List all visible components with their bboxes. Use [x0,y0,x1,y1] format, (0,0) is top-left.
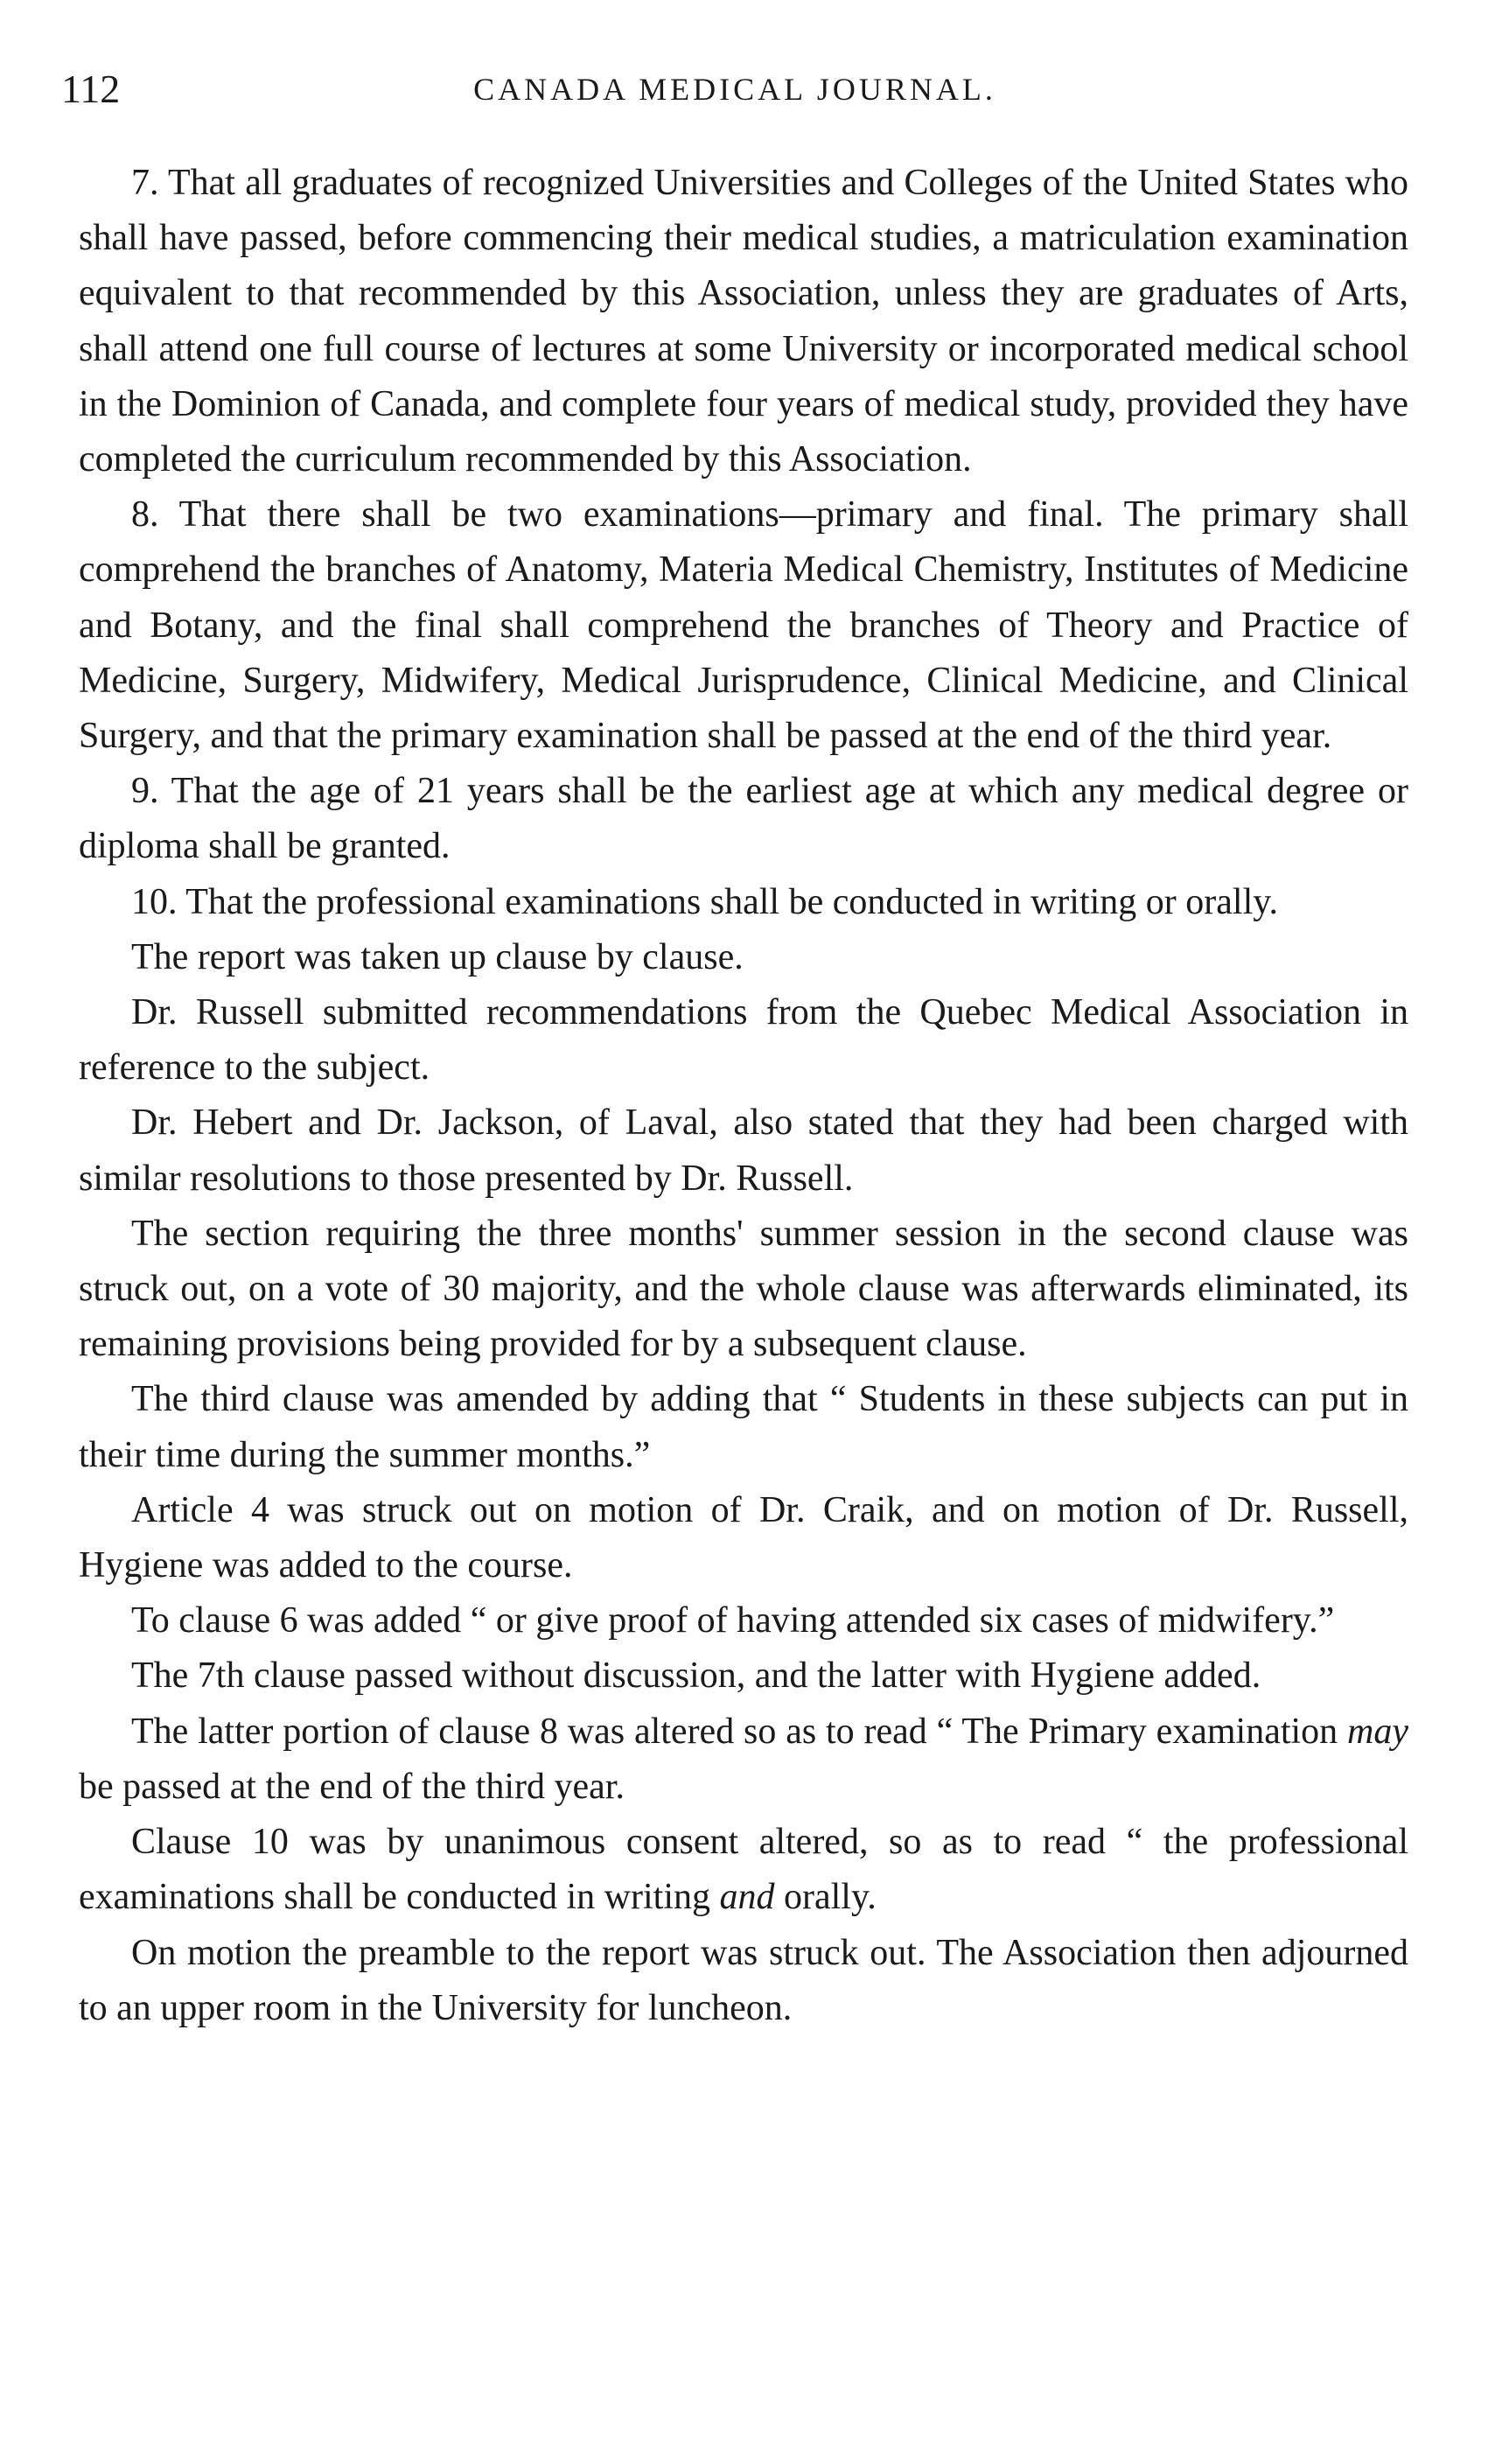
paragraph-hebert-jackson: Dr. Hebert and Dr. Jackson, of Laval, also stated that they had been charged with similar resolutions to those presented by Dr. Russell. [79,1102,1408,1199]
paragraph-adjournment: On motion the preamble to the report was struck out. The Association then adjourned to an upper room in the University for luncheon. [79,1932,1408,2028]
paragraph-7th-clause: The 7th clause passed without discussion, and the latter with Hygiene added. [131,1656,1261,1697]
paragraph-clause-6: To clause 6 was added “ or give proof of having attended six cases of midwifery.” [131,1600,1335,1642]
paragraph-summer-session: The section requiring the three months' summer session in the second clause was struck out, on a vote of 30 majority, and the whole clause was afterwards eliminated, its remaining provisions being provided for by a subsequent clause. [79,1213,1408,1365]
paragraph-article-4: Article 4 was struck out on motion of Dr. Craik, and on motion of Dr. Russell, Hygiene was added to the course. [79,1489,1408,1586]
paragraph-text: be passed at the end of the third year. [79,1766,625,1807]
paragraph-clause-10-altered [79,1815,1408,1925]
page-number: 112 [61,66,121,111]
paragraph-third-clause: The third clause was amended by adding that “ Students in these subjects can put in their time during the summer months.” [79,1379,1408,1475]
paragraph-clause-7: 7. That all graduates of recognized Universities and Colleges of the United States who shall have passed, before commencing their medical studies, a matriculation examination equivalent to that recommended by this Association, unless they are graduates of Arts, shall attend one full course of lectures at some University or incorporated medical school in the Dominion of Canada, and complete four years of medical study, provided they have completed the curriculum recommended by this Association. [79,163,1408,480]
paragraph-russell-recommendations: Dr. Russell submitted recommendations from the Quebec Medical Association in reference to the subject. [79,992,1408,1088]
paragraph-text: orally. [774,1877,877,1918]
paragraph-clause-9: 9. That the age of 21 years shall be the earliest age at which any medical degree or diploma shall be granted. [79,771,1408,867]
page-header [61,63,1408,116]
emphasized-word: may [1347,1711,1408,1752]
emphasized-word: and [719,1877,775,1918]
paragraph-text: Clause 10 was by unanimous consent altered, so as to read “ the professional examinations shall be conducted in writing [79,1822,1408,1918]
paragraph-clause-8: 8. That there shall be two examinations—primary and final. The primary shall comprehend the branches of Anatomy, Materia Medical Chemistry, Institutes of Medicine and Botany, and the final shall comprehend the branches of Theory and Practice of Medicine, Surgery, Midwifery, Medical Jurisprudence, Clinical Medicine, and Clinical Surgery, and that the primary examination shall be passed at the end of the third year. [79,494,1408,757]
paragraph-text: The latter portion of clause 8 was altered so as to read “ The Primary examination [131,1711,1348,1752]
running-head: CANADA MEDICAL JOURNAL. [473,72,996,107]
body-text [79,156,1408,2036]
paragraph-clause-10: 10. That the professional examinations shall be conducted in writing or orally. [131,881,1279,922]
paragraph-report-taken-up: The report was taken up clause by clause. [131,936,744,977]
paragraph-clause-8-altered [79,1704,1408,1815]
